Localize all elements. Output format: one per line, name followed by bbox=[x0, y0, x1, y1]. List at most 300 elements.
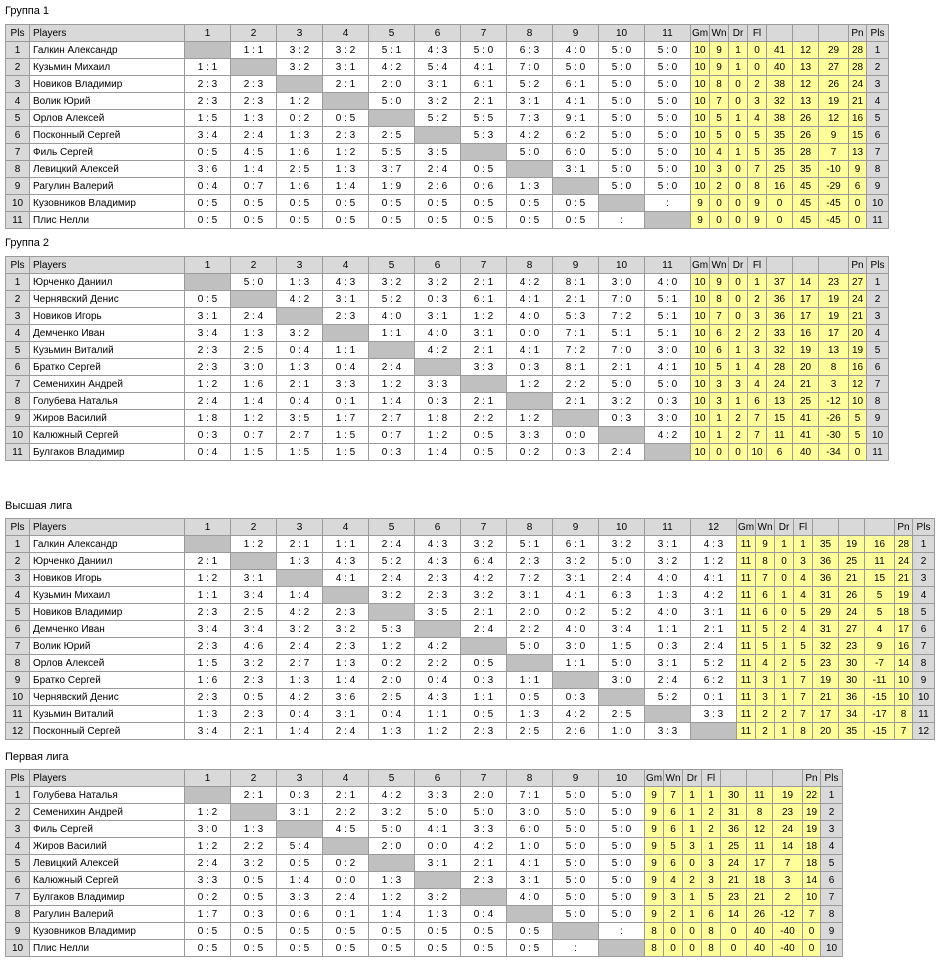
header-blank bbox=[773, 770, 803, 787]
match-result: 3 : 3 bbox=[461, 359, 507, 376]
points: 0 bbox=[803, 940, 821, 957]
match-result: 8 : 1 bbox=[553, 274, 599, 291]
standings-table bbox=[5, 256, 889, 461]
player-name: Кузьмин Виталий bbox=[30, 706, 185, 723]
self-match-cell bbox=[185, 274, 231, 291]
losses-count: 8 bbox=[748, 178, 767, 195]
goals-scored: 16 bbox=[767, 178, 793, 195]
match-result: 2 : 4 bbox=[369, 359, 415, 376]
row-number: 6 bbox=[6, 359, 30, 376]
header-opponent-number: 6 bbox=[415, 770, 461, 787]
match-result: 5 : 3 bbox=[553, 308, 599, 325]
goals-conceded: 12 bbox=[747, 821, 773, 838]
header-wins: Wn bbox=[710, 257, 729, 274]
header-games: Gm bbox=[691, 25, 710, 42]
match-result: 5 : 0 bbox=[599, 110, 645, 127]
table-row bbox=[6, 604, 935, 621]
player-name: Юрченко Даниил bbox=[30, 553, 185, 570]
match-result: 2 : 3 bbox=[461, 872, 507, 889]
row-number: 2 bbox=[6, 59, 30, 76]
header-blank bbox=[865, 519, 895, 536]
match-result: 7 : 0 bbox=[599, 342, 645, 359]
match-result: 0 : 5 bbox=[277, 940, 323, 957]
games-count: 10 bbox=[691, 93, 710, 110]
row-number: 11 bbox=[6, 212, 30, 229]
goals-scored: 29 bbox=[813, 604, 839, 621]
player-name: Плис Нелли bbox=[30, 940, 185, 957]
player-name: Семенихин Андрей bbox=[30, 804, 185, 821]
match-result: 1 : 3 bbox=[277, 127, 323, 144]
row-number: 6 bbox=[6, 621, 30, 638]
self-match-cell bbox=[323, 838, 369, 855]
match-result: 2 : 4 bbox=[691, 638, 737, 655]
player-name: Галкин Александр bbox=[30, 42, 185, 59]
match-result: 5 : 0 bbox=[553, 872, 599, 889]
points: 28 bbox=[849, 59, 867, 76]
match-result: 3 : 1 bbox=[461, 325, 507, 342]
match-result: 2 : 4 bbox=[645, 672, 691, 689]
match-result: 0 : 5 bbox=[185, 144, 231, 161]
match-result: 1 : 2 bbox=[277, 93, 323, 110]
goals-conceded: 13 bbox=[793, 59, 819, 76]
match-result: 3 : 1 bbox=[231, 570, 277, 587]
header-opponent-number: 3 bbox=[277, 770, 323, 787]
draws-count: 3 bbox=[729, 376, 748, 393]
match-result: 0 : 2 bbox=[507, 444, 553, 461]
goals-scored: 32 bbox=[767, 342, 793, 359]
match-result: 3 : 0 bbox=[507, 804, 553, 821]
draws-count: 1 bbox=[683, 889, 702, 906]
match-result: 1 : 4 bbox=[231, 161, 277, 178]
match-result: 1 : 5 bbox=[185, 655, 231, 672]
final-place: 8 bbox=[867, 393, 889, 410]
match-result: 7 : 1 bbox=[507, 787, 553, 804]
player-name: Семенихин Андрей bbox=[30, 376, 185, 393]
wins-count: 6 bbox=[664, 855, 683, 872]
header-draws: Dr bbox=[729, 257, 748, 274]
table-row bbox=[6, 93, 889, 110]
match-result: 1 : 1 bbox=[461, 689, 507, 706]
header-points: Pn bbox=[895, 519, 913, 536]
match-result: 7 : 0 bbox=[599, 291, 645, 308]
losses-count: 5 bbox=[794, 655, 813, 672]
header-blank bbox=[721, 770, 747, 787]
match-result: 0 : 7 bbox=[231, 178, 277, 195]
points: 10 bbox=[895, 672, 913, 689]
match-result: 1 : 2 bbox=[369, 376, 415, 393]
self-match-cell bbox=[415, 359, 461, 376]
match-result: 2 : 1 bbox=[461, 604, 507, 621]
table-row bbox=[6, 359, 889, 376]
match-result: 4 : 1 bbox=[507, 342, 553, 359]
draws-count: 1 bbox=[683, 804, 702, 821]
match-result: 6 : 3 bbox=[507, 42, 553, 59]
row-number: 9 bbox=[6, 178, 30, 195]
header-draws: Dr bbox=[729, 25, 748, 42]
goals-scored: 36 bbox=[767, 291, 793, 308]
header-opponent-number: 8 bbox=[507, 770, 553, 787]
match-result: 5 : 0 bbox=[553, 906, 599, 923]
goals-scored: 35 bbox=[767, 144, 793, 161]
draws-count: 1 bbox=[729, 110, 748, 127]
match-result: 1 : 2 bbox=[507, 410, 553, 427]
table-row bbox=[6, 274, 889, 291]
games-count: 11 bbox=[737, 536, 756, 553]
match-result: 0 : 5 bbox=[507, 212, 553, 229]
match-result: 4 : 2 bbox=[507, 274, 553, 291]
final-place: 8 bbox=[913, 655, 935, 672]
table-row bbox=[6, 655, 935, 672]
points: 20 bbox=[849, 325, 867, 342]
match-result: 4 : 1 bbox=[507, 291, 553, 308]
header-wins: Wn bbox=[756, 519, 775, 536]
points: 0 bbox=[803, 923, 821, 940]
match-result: 7 : 2 bbox=[507, 570, 553, 587]
match-result: 3 : 2 bbox=[323, 42, 369, 59]
match-result: 7 : 1 bbox=[553, 325, 599, 342]
match-result: 1 : 3 bbox=[277, 553, 323, 570]
match-result: 3 : 1 bbox=[691, 604, 737, 621]
match-result: 1 : 3 bbox=[369, 723, 415, 740]
match-result: 3 : 1 bbox=[415, 308, 461, 325]
match-result: 4 : 3 bbox=[415, 42, 461, 59]
match-result: 5 : 0 bbox=[369, 821, 415, 838]
games-count: 10 bbox=[691, 127, 710, 144]
goal-difference: 19 bbox=[773, 787, 803, 804]
header-pls: Pls bbox=[6, 25, 30, 42]
losses-count: 1 bbox=[702, 838, 721, 855]
table-row bbox=[6, 76, 889, 93]
final-place: 9 bbox=[867, 178, 889, 195]
draws-count: 1 bbox=[729, 144, 748, 161]
goal-difference: -29 bbox=[819, 178, 849, 195]
header-points: Pn bbox=[849, 257, 867, 274]
table-row bbox=[6, 127, 889, 144]
match-result: 0 : 5 bbox=[507, 940, 553, 957]
match-result: 1 : 5 bbox=[323, 427, 369, 444]
match-result: 3 : 1 bbox=[507, 587, 553, 604]
goal-difference: 23 bbox=[819, 274, 849, 291]
match-result: 4 : 0 bbox=[507, 308, 553, 325]
table-row bbox=[6, 393, 889, 410]
header-wins: Wn bbox=[664, 770, 683, 787]
points: 0 bbox=[849, 195, 867, 212]
match-result: 5 : 1 bbox=[645, 291, 691, 308]
match-result: 5 : 0 bbox=[645, 110, 691, 127]
draws-count: 2 bbox=[683, 872, 702, 889]
match-result: 5 : 0 bbox=[599, 889, 645, 906]
match-result: 2 : 3 bbox=[507, 553, 553, 570]
match-result: 0 : 5 bbox=[553, 195, 599, 212]
match-result: 1 : 2 bbox=[231, 536, 277, 553]
self-match-cell bbox=[415, 872, 461, 889]
match-result: 2 : 1 bbox=[461, 393, 507, 410]
goal-difference: 5 bbox=[865, 587, 895, 604]
match-result: 1 : 8 bbox=[415, 410, 461, 427]
match-result: 1 : 6 bbox=[185, 672, 231, 689]
match-result: 3 : 3 bbox=[461, 821, 507, 838]
losses-count: 7 bbox=[748, 161, 767, 178]
header-players: Players bbox=[30, 519, 185, 536]
goals-conceded: 21 bbox=[747, 889, 773, 906]
losses-count: 4 bbox=[748, 359, 767, 376]
points: 22 bbox=[803, 787, 821, 804]
goals-conceded: 26 bbox=[793, 127, 819, 144]
player-name: Левицкий Алексей bbox=[30, 855, 185, 872]
player-name: Орлов Алексей bbox=[30, 110, 185, 127]
table-row bbox=[6, 787, 843, 804]
match-result: 0 : 3 bbox=[553, 444, 599, 461]
row-number: 4 bbox=[6, 325, 30, 342]
match-result: 5 : 0 bbox=[507, 638, 553, 655]
match-result: 4 : 2 bbox=[507, 127, 553, 144]
match-result: 6 : 3 bbox=[599, 587, 645, 604]
points: 18 bbox=[803, 855, 821, 872]
self-match-cell bbox=[369, 855, 415, 872]
goals-scored: 15 bbox=[767, 410, 793, 427]
losses-count: 3 bbox=[748, 93, 767, 110]
header-blank bbox=[793, 25, 819, 42]
match-result: 0 : 5 bbox=[461, 427, 507, 444]
header-opponent-number: 9 bbox=[553, 770, 599, 787]
row-number: 10 bbox=[6, 195, 30, 212]
losses-count: 4 bbox=[794, 621, 813, 638]
match-result: 2 : 1 bbox=[461, 855, 507, 872]
match-result: 4 : 0 bbox=[369, 308, 415, 325]
goals-conceded: 16 bbox=[793, 325, 819, 342]
player-name: Чернявский Денис bbox=[30, 689, 185, 706]
player-name: Жиров Василий bbox=[30, 410, 185, 427]
table-row bbox=[6, 553, 935, 570]
row-number: 2 bbox=[6, 804, 30, 821]
match-result: 3 : 2 bbox=[461, 536, 507, 553]
self-match-cell bbox=[415, 127, 461, 144]
row-number: 8 bbox=[6, 655, 30, 672]
match-result: 4 : 2 bbox=[553, 706, 599, 723]
match-result: 2 : 4 bbox=[369, 570, 415, 587]
match-result: 3 : 1 bbox=[553, 570, 599, 587]
header-points: Pn bbox=[803, 770, 821, 787]
losses-count: 3 bbox=[702, 855, 721, 872]
match-result: 0 : 0 bbox=[507, 325, 553, 342]
match-result: 0 : 5 bbox=[231, 940, 277, 957]
goals-scored: 38 bbox=[767, 76, 793, 93]
games-count: 9 bbox=[645, 838, 664, 855]
goals-conceded: 11 bbox=[747, 787, 773, 804]
player-name: Новиков Владимир bbox=[30, 604, 185, 621]
wins-count: 6 bbox=[710, 342, 729, 359]
goals-scored: 20 bbox=[813, 723, 839, 740]
losses-count: 10 bbox=[748, 444, 767, 461]
match-result: 1 : 3 bbox=[231, 110, 277, 127]
match-result: 4 : 1 bbox=[323, 570, 369, 587]
match-result: : bbox=[645, 195, 691, 212]
match-result: 4 : 1 bbox=[645, 359, 691, 376]
match-result: 0 : 5 bbox=[507, 923, 553, 940]
match-result: 5 : 0 bbox=[553, 804, 599, 821]
points: 5 bbox=[849, 427, 867, 444]
wins-count: 2 bbox=[756, 706, 775, 723]
wins-count: 6 bbox=[756, 587, 775, 604]
match-result: 2 : 1 bbox=[461, 342, 507, 359]
match-result: 0 : 4 bbox=[461, 906, 507, 923]
draws-count: 0 bbox=[683, 855, 702, 872]
wins-count: 5 bbox=[710, 127, 729, 144]
games-count: 10 bbox=[691, 308, 710, 325]
goal-difference: 29 bbox=[819, 42, 849, 59]
goals-scored: 36 bbox=[767, 308, 793, 325]
points: 18 bbox=[803, 838, 821, 855]
draws-count: 0 bbox=[775, 553, 794, 570]
match-result: 2 : 6 bbox=[415, 178, 461, 195]
match-result: 1 : 3 bbox=[231, 325, 277, 342]
match-result: 2 : 7 bbox=[277, 655, 323, 672]
games-count: 9 bbox=[645, 872, 664, 889]
match-result: 1 : 2 bbox=[369, 638, 415, 655]
self-match-cell bbox=[553, 923, 599, 940]
losses-count: 1 bbox=[702, 787, 721, 804]
header-place: Pls bbox=[821, 770, 843, 787]
player-name: Юрченко Даниил bbox=[30, 274, 185, 291]
header-row bbox=[6, 770, 843, 787]
wins-count: 5 bbox=[664, 838, 683, 855]
wins-count: 2 bbox=[664, 906, 683, 923]
self-match-cell bbox=[553, 178, 599, 195]
losses-count: 7 bbox=[748, 427, 767, 444]
wins-count: 8 bbox=[756, 553, 775, 570]
match-result: 2 : 3 bbox=[461, 723, 507, 740]
match-result: 5 : 0 bbox=[553, 889, 599, 906]
games-count: 11 bbox=[737, 655, 756, 672]
match-result: 5 : 0 bbox=[553, 821, 599, 838]
match-result: 4 : 2 bbox=[415, 342, 461, 359]
match-result: 3 : 2 bbox=[415, 274, 461, 291]
wins-count: 9 bbox=[710, 274, 729, 291]
match-result: 4 : 3 bbox=[415, 553, 461, 570]
draws-count: 0 bbox=[683, 940, 702, 957]
points: 7 bbox=[895, 723, 913, 740]
goals-conceded: 40 bbox=[747, 940, 773, 957]
row-number: 3 bbox=[6, 76, 30, 93]
points: 5 bbox=[849, 410, 867, 427]
table-row bbox=[6, 940, 843, 957]
table-row bbox=[6, 444, 889, 461]
goal-difference: -7 bbox=[865, 655, 895, 672]
table-row bbox=[6, 59, 889, 76]
goal-difference: 23 bbox=[773, 804, 803, 821]
goal-difference: -15 bbox=[865, 723, 895, 740]
self-match-cell bbox=[461, 889, 507, 906]
points: 10 bbox=[849, 393, 867, 410]
goal-difference: 3 bbox=[773, 872, 803, 889]
match-result: 2 : 4 bbox=[185, 393, 231, 410]
points: 8 bbox=[895, 706, 913, 723]
player-name: Волик Юрий bbox=[30, 638, 185, 655]
table-row bbox=[6, 587, 935, 604]
header-blank bbox=[767, 25, 793, 42]
match-result: 3 : 4 bbox=[185, 127, 231, 144]
match-result: 2 : 7 bbox=[277, 427, 323, 444]
losses-count: 2 bbox=[702, 821, 721, 838]
games-count: 9 bbox=[645, 889, 664, 906]
header-opponent-number: 6 bbox=[415, 257, 461, 274]
row-number: 4 bbox=[6, 93, 30, 110]
match-result: 1 : 1 bbox=[415, 706, 461, 723]
table-row bbox=[6, 178, 889, 195]
self-match-cell bbox=[231, 553, 277, 570]
match-result: 2 : 4 bbox=[323, 723, 369, 740]
match-result: 5 : 0 bbox=[645, 42, 691, 59]
header-opponent-number: 12 bbox=[691, 519, 737, 536]
goals-conceded: 17 bbox=[793, 308, 819, 325]
match-result: 5 : 0 bbox=[599, 76, 645, 93]
goals-scored: 32 bbox=[767, 93, 793, 110]
match-result: 0 : 0 bbox=[323, 872, 369, 889]
draws-count: 0 bbox=[729, 93, 748, 110]
goals-scored: 30 bbox=[721, 787, 747, 804]
wins-count: 0 bbox=[710, 444, 729, 461]
wins-count: 3 bbox=[664, 889, 683, 906]
player-name: Демченко Иван bbox=[30, 621, 185, 638]
player-name: Братко Сергей bbox=[30, 672, 185, 689]
goals-scored: 24 bbox=[767, 376, 793, 393]
goals-conceded: 27 bbox=[839, 621, 865, 638]
match-result: 1 : 6 bbox=[277, 144, 323, 161]
match-result: 2 : 1 bbox=[231, 723, 277, 740]
games-count: 10 bbox=[691, 76, 710, 93]
row-number: 8 bbox=[6, 161, 30, 178]
match-result: 5 : 0 bbox=[599, 872, 645, 889]
final-place: 3 bbox=[913, 570, 935, 587]
goal-difference: -40 bbox=[773, 940, 803, 957]
goal-difference: -34 bbox=[819, 444, 849, 461]
header-place: Pls bbox=[867, 25, 889, 42]
draws-count: 1 bbox=[729, 359, 748, 376]
goals-conceded: 35 bbox=[793, 161, 819, 178]
match-result: 5 : 2 bbox=[599, 604, 645, 621]
goal-difference: -45 bbox=[819, 195, 849, 212]
match-result: 0 : 2 bbox=[369, 655, 415, 672]
goal-difference: 19 bbox=[819, 93, 849, 110]
final-place: 3 bbox=[867, 76, 889, 93]
match-result: 1 : 2 bbox=[185, 804, 231, 821]
match-result: 0 : 3 bbox=[231, 906, 277, 923]
row-number: 8 bbox=[6, 906, 30, 923]
match-result: 1 : 5 bbox=[323, 444, 369, 461]
match-result: 5 : 0 bbox=[599, 376, 645, 393]
goals-conceded: 19 bbox=[839, 536, 865, 553]
match-result: 2 : 3 bbox=[415, 570, 461, 587]
match-result: 0 : 7 bbox=[369, 427, 415, 444]
goals-conceded: 12 bbox=[793, 76, 819, 93]
match-result: 1 : 2 bbox=[185, 570, 231, 587]
match-result: 3 : 4 bbox=[599, 621, 645, 638]
match-result: 1 : 5 bbox=[231, 444, 277, 461]
goals-conceded: 40 bbox=[793, 444, 819, 461]
wins-count: 9 bbox=[710, 42, 729, 59]
wins-count: 0 bbox=[664, 923, 683, 940]
wins-count: 7 bbox=[710, 308, 729, 325]
header-opponent-number: 7 bbox=[461, 770, 507, 787]
match-result: 0 : 4 bbox=[185, 178, 231, 195]
self-match-cell bbox=[369, 342, 415, 359]
draws-count: 3 bbox=[683, 838, 702, 855]
match-result: 5 : 0 bbox=[599, 127, 645, 144]
player-name: Плис Нелли bbox=[30, 212, 185, 229]
match-result: 5 : 3 bbox=[369, 621, 415, 638]
header-players: Players bbox=[30, 25, 185, 42]
player-name: Кузовников Владимир bbox=[30, 195, 185, 212]
